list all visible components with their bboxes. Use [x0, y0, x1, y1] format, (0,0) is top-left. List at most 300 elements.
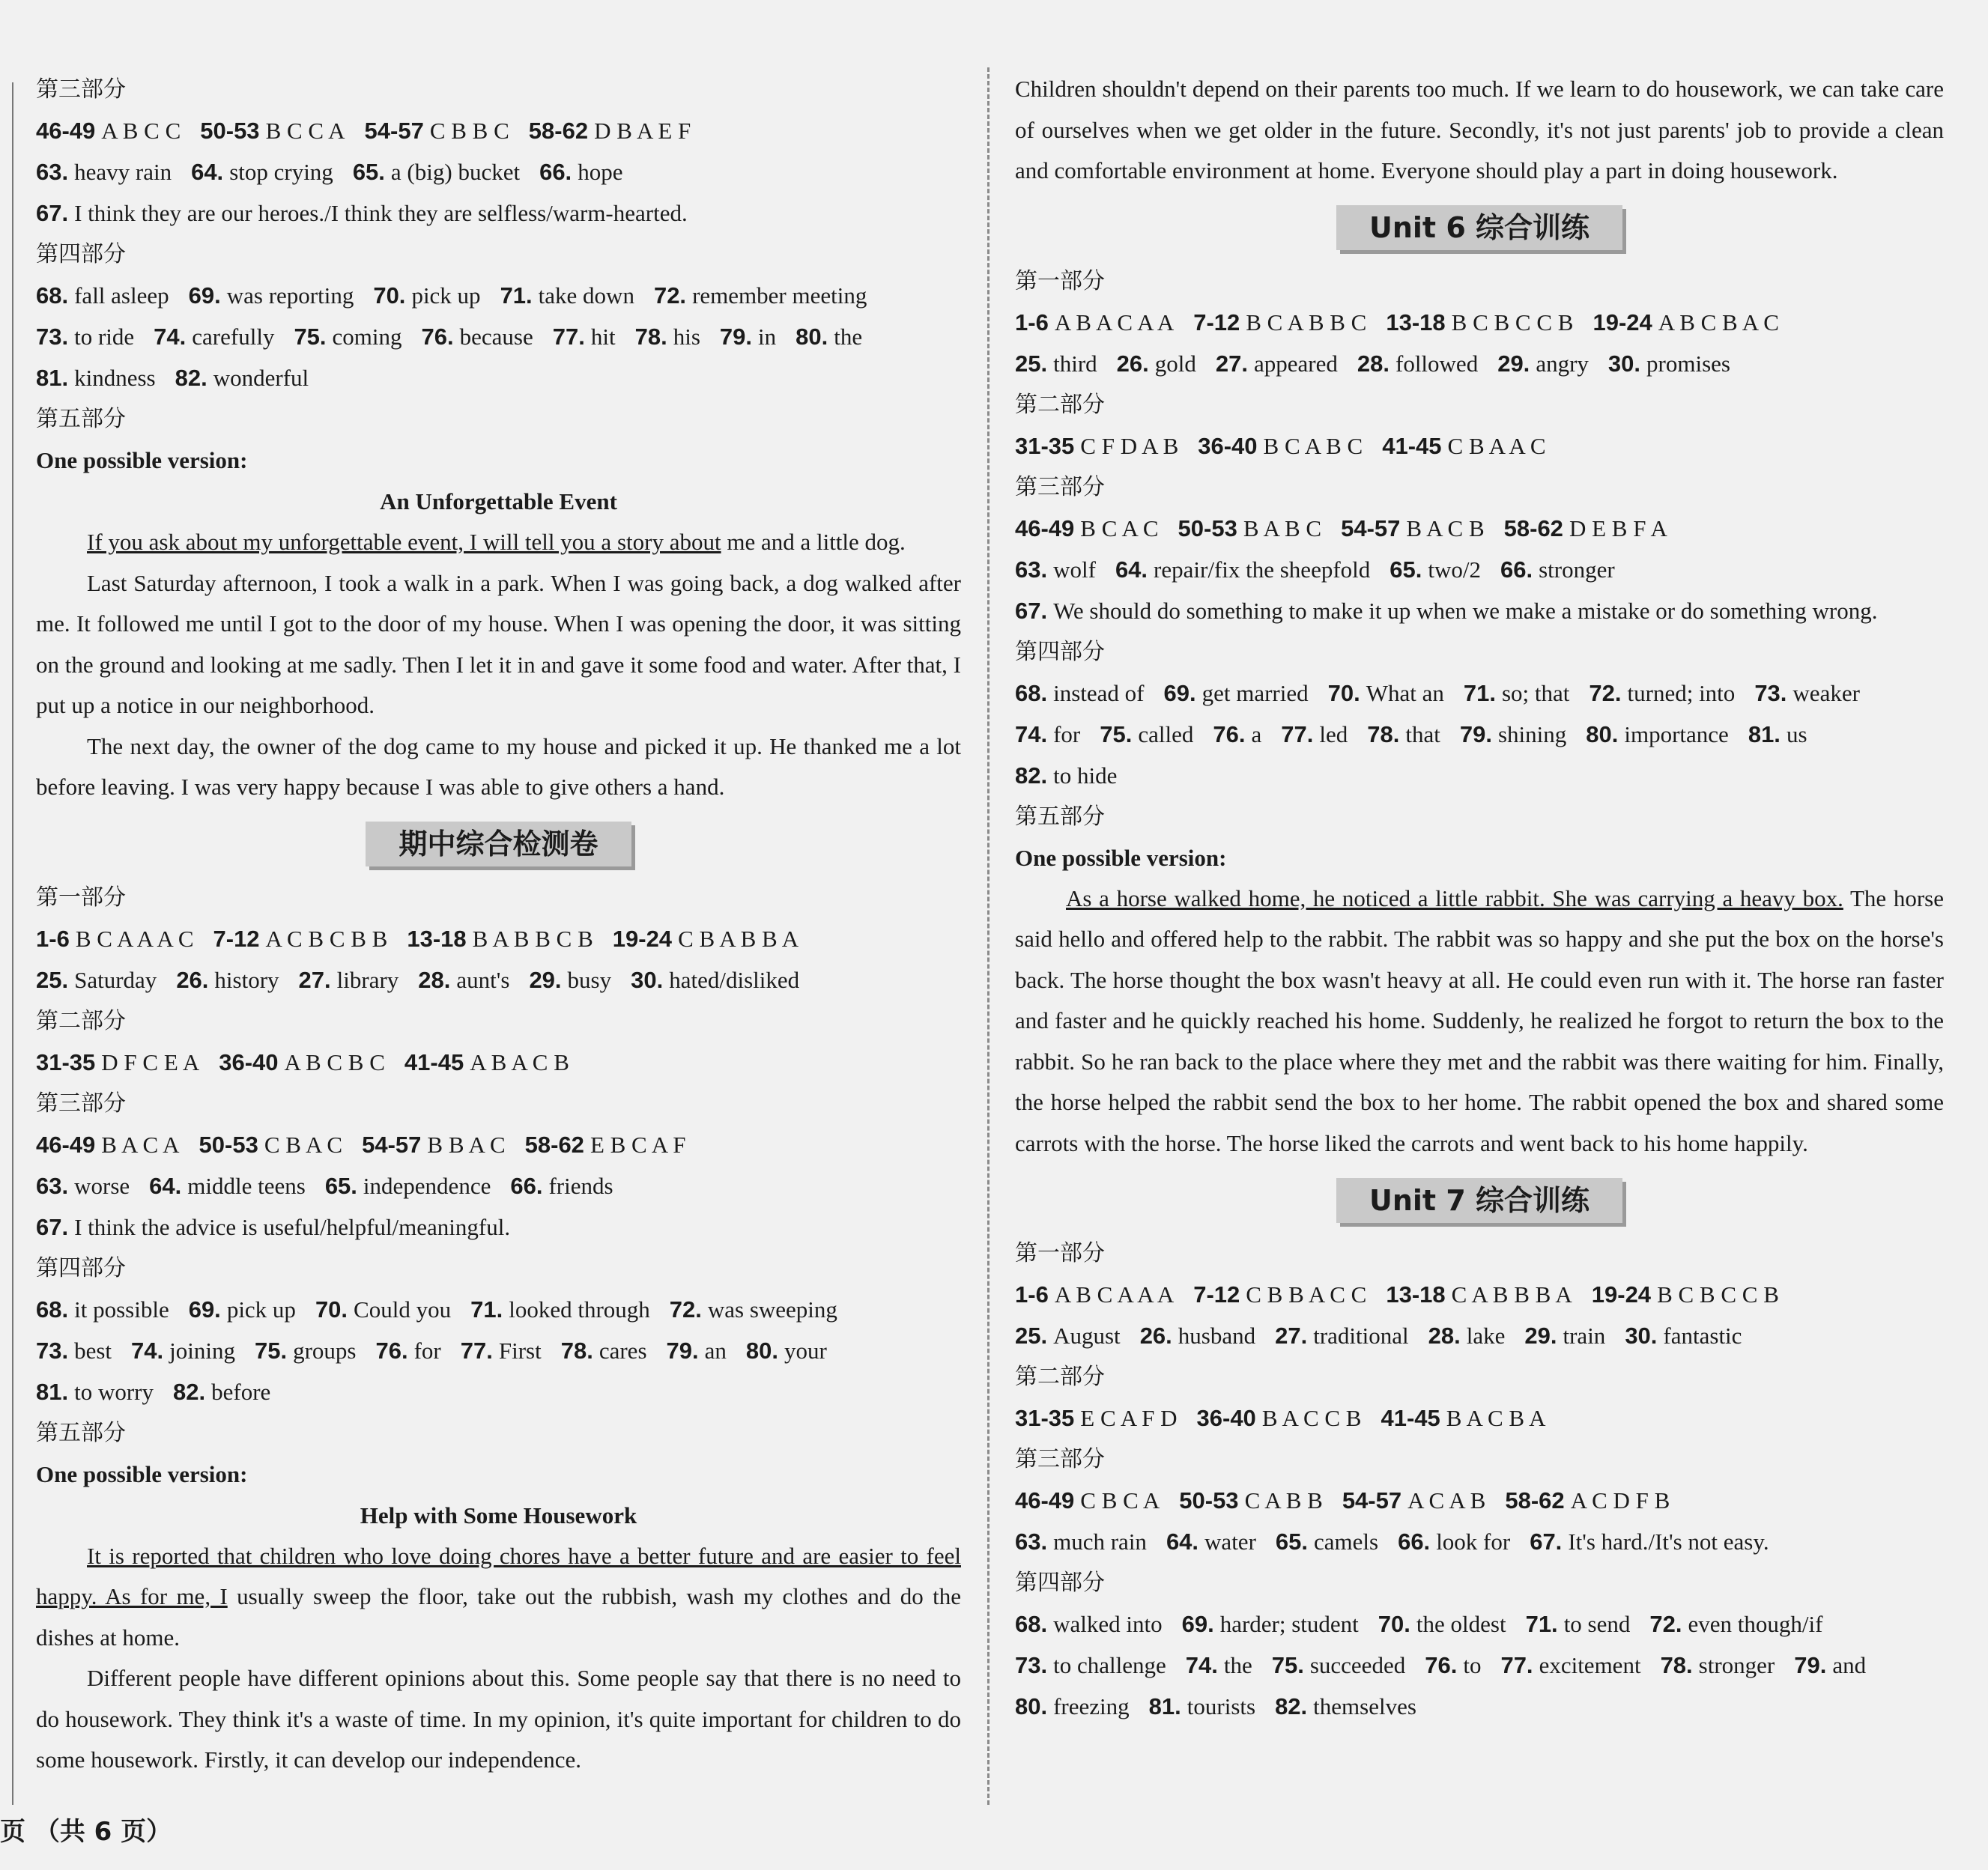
answer-value: harder; student — [1219, 1611, 1359, 1637]
answer-item — [1589, 680, 1735, 706]
answer-item — [1179, 1487, 1323, 1514]
answer-value: A B C B A C — [1658, 309, 1779, 336]
answer-item — [1592, 309, 1778, 336]
answer-item — [219, 1049, 385, 1075]
question-number: 68. — [1015, 1611, 1048, 1637]
underlined-text: It is reported that children who love doing chores have a better future and are easier to feel happy. As for me, I — [36, 1542, 961, 1609]
answer-value: hope — [578, 159, 623, 185]
question-number: 26. — [1116, 350, 1149, 377]
answer-value: groups — [293, 1337, 357, 1364]
answer-value: hated/disliked — [669, 966, 800, 993]
answer-item — [36, 967, 157, 993]
answer-item — [613, 926, 798, 952]
question-number: 13-18 — [1386, 1281, 1446, 1308]
question-number: 50-53 — [1178, 514, 1237, 541]
answer-item — [175, 365, 309, 391]
question-number: 58-62 — [528, 118, 589, 144]
answer-value: A B C B C — [284, 1048, 385, 1075]
answer-value: led — [1319, 720, 1348, 747]
answer-item — [1015, 1529, 1147, 1555]
answer-value: to hide — [1053, 762, 1118, 789]
answer-item — [1197, 1405, 1362, 1431]
answer-value: middle teens — [187, 1172, 306, 1199]
answer-value: was reporting — [226, 282, 354, 309]
answer-item — [213, 926, 388, 952]
answer-item — [36, 1173, 130, 1199]
question-number: 74. — [1185, 1652, 1218, 1678]
answer-row — [1015, 1686, 1944, 1727]
answer-value: take down — [538, 282, 634, 309]
answer-value: C B A C — [264, 1131, 343, 1158]
version-label: One possible version: — [36, 447, 248, 473]
answer-item — [1460, 721, 1566, 747]
answer-item — [36, 1214, 510, 1240]
question-number: 67. — [36, 200, 69, 226]
answer-item — [36, 1379, 154, 1405]
answer-value: Saturday — [74, 966, 157, 993]
question-number: 70. — [1378, 1611, 1410, 1637]
answer-item — [36, 1049, 199, 1075]
answer-value: was sweeping — [707, 1296, 837, 1323]
essay-paragraph — [36, 1536, 961, 1659]
answer-item — [461, 1338, 542, 1364]
answer-value: and — [1832, 1652, 1867, 1678]
answer-row — [36, 357, 961, 398]
answer-value: D E B F A — [1569, 514, 1667, 541]
answer-item — [418, 967, 509, 993]
question-number: 26. — [1139, 1323, 1172, 1349]
answer-item — [1015, 556, 1096, 583]
answer-value: even though/if — [1688, 1611, 1823, 1637]
question-number: 28. — [1428, 1323, 1461, 1349]
answer-value: appeared — [1254, 350, 1338, 377]
answer-value: importance — [1624, 720, 1729, 747]
answer-item — [191, 159, 333, 185]
answer-item — [1015, 1652, 1166, 1678]
answer-value: that — [1405, 720, 1440, 747]
answer-value: to — [1463, 1652, 1482, 1678]
answer-value: B B A C — [427, 1131, 506, 1158]
answer-item — [1367, 721, 1440, 747]
answer-value: us — [1786, 720, 1807, 747]
question-number: 30. — [631, 966, 664, 993]
answer-item — [36, 118, 181, 144]
answer-value: B C B C C B — [1657, 1281, 1779, 1308]
question-number: 69. — [1181, 1611, 1214, 1637]
answer-value: so; that — [1501, 679, 1570, 706]
essay-paragraph — [36, 726, 961, 808]
question-number: 30. — [1625, 1323, 1658, 1349]
answer-row — [1015, 673, 1944, 714]
question-number: 25. — [1015, 1323, 1048, 1349]
answer-value: A C D F B — [1570, 1487, 1670, 1514]
question-number: 81. — [36, 365, 69, 391]
answer-item — [1530, 1529, 1769, 1555]
question-number: 75. — [255, 1337, 288, 1364]
answer-value: turned; into — [1627, 679, 1736, 706]
question-number: 72. — [653, 282, 687, 309]
question-number: 80. — [1586, 720, 1619, 747]
section-heading: 第四部分 — [1015, 638, 1105, 665]
paragraph-text: usually sweep the floor, take out the rubbish, wash my clothes and do the dishes at home. — [36, 1583, 961, 1651]
question-number: 63. — [36, 1172, 69, 1199]
question-number: 76. — [375, 1337, 408, 1364]
section-banner: 期中综合检测卷 — [366, 822, 631, 866]
paragraph-text: The next day, the owner of the dog came to my house and picked it up. He thanked me a lot before leaving. I was very happy because I was able to give others a hand. — [36, 732, 961, 800]
paragraph-text: The horse said hello and offered help to the rabbit. The rabbit was so happy and she put the box on the horse's back. The horse thought the box wasn't heavy at all. He could even run with it. The horse ran faster and faster and he quickly reached his home. Suddenly, he realized he forgot to return the box to the rabbit. So he ran back to the place where they met and the rabbit was there waiting for him. Finally, the horse helped the rabbit send the box to her home. The rabbit opened the box and shared some carrots with the horse. The horse liked the carrots and went back to his home happily. — [1015, 884, 1944, 1156]
section-heading: 第三部分 — [36, 1090, 126, 1117]
answer-item — [199, 1132, 343, 1158]
answer-value: C B C A — [1080, 1487, 1160, 1514]
answer-item — [1661, 1652, 1775, 1678]
answer-value: C A B B — [1244, 1487, 1323, 1514]
answer-item — [299, 967, 399, 993]
answer-value: because — [459, 324, 533, 350]
answer-value: the — [1223, 1652, 1252, 1678]
question-number: 68. — [1015, 679, 1048, 706]
answer-item — [1425, 1652, 1481, 1678]
answer-item — [1754, 680, 1860, 706]
answer-value: A B A C A A — [1054, 309, 1175, 336]
answer-row — [1015, 755, 1944, 796]
left-column — [36, 69, 961, 1781]
answer-item — [720, 324, 776, 350]
answer-value: I think they are our heroes./I think they are selfless/warm-hearted. — [74, 200, 688, 226]
question-number: 70. — [315, 1296, 348, 1323]
answer-item — [131, 1338, 235, 1364]
answer-item — [1272, 1652, 1405, 1678]
answer-item — [1015, 309, 1174, 336]
answer-item — [149, 1173, 306, 1199]
answer-item — [1216, 350, 1338, 377]
question-number: 29. — [529, 966, 562, 993]
answer-item — [1328, 680, 1444, 706]
question-number: 64. — [191, 159, 224, 185]
question-number: 82. — [1275, 1693, 1308, 1719]
answer-value: worse — [74, 1172, 130, 1199]
question-number: 36-40 — [1196, 1405, 1256, 1431]
answer-value: looked through — [509, 1296, 650, 1323]
answer-item — [404, 1049, 569, 1075]
answer-value: B C A B C — [1263, 432, 1363, 459]
section-banner-wrap — [1015, 192, 1944, 261]
answer-value: his — [673, 324, 700, 350]
answer-item — [1382, 433, 1545, 459]
answer-row — [36, 151, 961, 192]
answer-value: repair/fix the sheepfold — [1154, 556, 1371, 583]
answer-item — [173, 1379, 270, 1405]
answer-value: library — [336, 966, 399, 993]
answer-item — [1015, 1693, 1130, 1719]
question-number: 71. — [470, 1296, 503, 1323]
answer-value: freezing — [1053, 1693, 1130, 1719]
answer-value: D F C E A — [101, 1048, 200, 1075]
section-heading: 第五部分 — [36, 1419, 126, 1446]
answer-value: C B A B B A — [678, 925, 799, 952]
answer-item — [36, 200, 688, 226]
question-number: 82. — [173, 1378, 206, 1405]
answer-value: C B B C — [429, 118, 509, 144]
question-number: 54-57 — [1341, 514, 1401, 541]
answer-item — [1213, 721, 1261, 747]
answer-value: traditional — [1313, 1323, 1409, 1349]
answer-item — [1500, 556, 1615, 583]
answer-item — [1115, 556, 1370, 583]
question-number: 41-45 — [1381, 1405, 1440, 1431]
answer-item — [1015, 1281, 1174, 1308]
question-number: 76. — [1213, 720, 1246, 747]
answer-item — [635, 324, 700, 350]
question-number: 72. — [1649, 1611, 1682, 1637]
answer-item — [1015, 433, 1178, 459]
answer-value: it possible — [74, 1296, 169, 1323]
question-number: 74. — [154, 324, 187, 350]
answer-item — [422, 324, 533, 350]
question-number: 29. — [1497, 350, 1530, 377]
answer-item — [529, 118, 691, 144]
answer-item — [1164, 680, 1309, 706]
question-number: 77. — [1500, 1652, 1533, 1678]
answer-row — [1015, 1315, 1944, 1356]
answer-row — [1015, 302, 1944, 343]
answer-item — [373, 282, 480, 309]
question-number: 19-24 — [1591, 1281, 1652, 1308]
answer-row — [36, 192, 961, 234]
question-number: 80. — [1015, 1693, 1048, 1719]
answer-value: history — [214, 966, 279, 993]
answer-item — [154, 324, 274, 350]
answer-value: to worry — [74, 1378, 154, 1405]
answer-item — [1015, 1611, 1163, 1637]
answer-item — [539, 159, 622, 185]
answer-value: B C A C — [1080, 514, 1159, 541]
answer-item — [36, 282, 169, 309]
question-number: 46-49 — [36, 1131, 96, 1158]
answer-item — [1015, 350, 1097, 377]
answer-item — [1015, 1405, 1178, 1431]
question-number: 65. — [1275, 1529, 1308, 1555]
answer-item — [1398, 1529, 1510, 1555]
question-number: 67. — [1530, 1529, 1563, 1555]
answer-item — [407, 926, 593, 952]
answer-item — [294, 324, 401, 350]
answer-item — [36, 1338, 112, 1364]
question-number: 66. — [1500, 556, 1533, 583]
answer-value: excitement — [1539, 1652, 1641, 1678]
answer-value: lake — [1466, 1323, 1506, 1349]
answer-item — [670, 1296, 837, 1323]
question-number: 71. — [1463, 679, 1496, 706]
section-heading: 第三部分 — [1015, 473, 1105, 500]
question-number: 63. — [1015, 1529, 1048, 1555]
question-number: 58-62 — [524, 1131, 584, 1158]
question-number: 50-53 — [200, 118, 260, 144]
answer-item — [529, 967, 611, 993]
answer-item — [1015, 680, 1145, 706]
answer-item — [1149, 1693, 1255, 1719]
question-number: 73. — [36, 1337, 69, 1364]
answer-value: water — [1204, 1529, 1256, 1555]
question-number: 79. — [719, 324, 753, 350]
answer-value: B A C A — [101, 1131, 180, 1158]
question-number: 75. — [1100, 720, 1133, 747]
answer-item — [36, 926, 194, 952]
answer-item — [1504, 515, 1667, 541]
answer-item — [1178, 515, 1322, 541]
answer-row — [1015, 343, 1944, 384]
answer-value: A B C C — [101, 118, 181, 144]
answer-row — [1015, 714, 1944, 755]
answer-item — [1140, 1323, 1255, 1349]
answer-item — [315, 1296, 451, 1323]
answer-value: First — [498, 1337, 542, 1364]
question-number: 46-49 — [1015, 514, 1075, 541]
question-number: 73. — [1015, 1652, 1048, 1678]
answer-row — [36, 316, 961, 357]
answer-item — [470, 1296, 650, 1323]
section-banner: Unit 6 综合训练 — [1336, 205, 1622, 250]
question-number: 80. — [795, 324, 828, 350]
question-number: 65. — [1390, 556, 1422, 583]
answer-value: Could you — [354, 1296, 452, 1323]
answer-value: to send — [1563, 1611, 1631, 1637]
answer-value: busy — [567, 966, 612, 993]
answer-item — [1386, 309, 1573, 336]
answer-value: before — [211, 1378, 271, 1405]
answer-row — [36, 918, 961, 959]
question-number: 36-40 — [219, 1048, 279, 1075]
answer-item — [1275, 1693, 1416, 1719]
page-footer: 页 （共 6 页） — [0, 1817, 172, 1847]
answer-value: B A B C — [1243, 514, 1322, 541]
answer-value: B A C C B — [1261, 1405, 1362, 1431]
answer-item — [667, 1338, 727, 1364]
question-number: 67. — [1015, 597, 1048, 624]
answer-item — [1357, 350, 1478, 377]
question-number: 41-45 — [1382, 432, 1442, 459]
answer-item — [1015, 1323, 1121, 1349]
question-number: 68. — [36, 282, 69, 309]
question-number: 26. — [176, 966, 209, 993]
underlined-text: If you ask about my unforgettable event, I will tell you a story about — [87, 529, 721, 555]
question-number: 30. — [1607, 350, 1641, 377]
answer-item — [1166, 1529, 1256, 1555]
answer-value: A C A B — [1407, 1487, 1486, 1514]
question-number: 77. — [460, 1337, 493, 1364]
essay-paragraph — [36, 1658, 961, 1781]
answer-item — [176, 967, 279, 993]
section-heading: 第四部分 — [36, 1254, 126, 1281]
answer-value: a — [1251, 720, 1262, 747]
question-number: 7-12 — [1193, 1281, 1240, 1308]
question-number: 25. — [1015, 350, 1048, 377]
answer-value: stronger — [1539, 556, 1615, 583]
answer-item — [1381, 1405, 1546, 1431]
answer-value: pick up — [226, 1296, 296, 1323]
question-number: 81. — [36, 1378, 69, 1405]
answer-value: an — [704, 1337, 727, 1364]
answer-item — [1386, 1281, 1572, 1308]
section-banner-wrap — [1015, 1164, 1944, 1233]
answer-value: best — [74, 1337, 112, 1364]
answer-value: stronger — [1698, 1652, 1775, 1678]
answer-row — [36, 1042, 961, 1083]
question-number: 79. — [1459, 720, 1492, 747]
answer-value: B C A A A C — [75, 925, 194, 952]
answer-value: E C A F D — [1080, 1405, 1178, 1431]
answer-value: I think the advice is useful/helpful/meaningful. — [74, 1213, 511, 1240]
question-number: 31-35 — [1015, 432, 1075, 459]
question-number: 46-49 — [1015, 1487, 1075, 1514]
answer-item — [1015, 762, 1117, 789]
answer-item — [1281, 721, 1348, 747]
answer-item — [525, 1132, 686, 1158]
answer-item — [510, 1173, 613, 1199]
question-number: 63. — [1015, 556, 1048, 583]
answer-item — [1015, 1487, 1160, 1514]
question-number: 7-12 — [213, 925, 260, 952]
answer-value: pick up — [411, 282, 481, 309]
answer-value: kindness — [74, 365, 156, 391]
essay-title: Help with Some Housework — [360, 1502, 637, 1529]
question-number: 54-57 — [362, 1131, 422, 1158]
question-number: 58-62 — [1503, 514, 1563, 541]
question-number: 27. — [1275, 1323, 1308, 1349]
answer-row — [36, 1124, 961, 1165]
answer-item — [1100, 721, 1193, 747]
answer-item — [1625, 1323, 1742, 1349]
answer-row — [1015, 1480, 1944, 1521]
section-heading: 第二部分 — [1015, 1364, 1105, 1390]
question-number: 13-18 — [407, 925, 467, 952]
question-number: 36-40 — [1198, 432, 1258, 459]
answer-row — [36, 110, 961, 151]
section-heading: 第五部分 — [1015, 803, 1105, 830]
answer-value: C A B B B A — [1451, 1281, 1572, 1308]
question-number: 72. — [1589, 679, 1622, 706]
answer-value: D B A E F — [594, 118, 691, 144]
answer-row — [1015, 590, 1944, 631]
version-label: One possible version: — [36, 1460, 248, 1487]
question-number: 67. — [36, 1213, 69, 1240]
question-number: 64. — [1115, 556, 1148, 583]
underlined-text: As a horse walked home, he noticed a little rabbit. She was carrying a heavy box. — [1066, 884, 1843, 911]
question-number: 81. — [1748, 720, 1781, 747]
question-number: 69. — [1163, 679, 1196, 706]
answer-item — [1186, 1652, 1252, 1678]
section-heading: 第四部分 — [1015, 1570, 1105, 1596]
answer-item — [1464, 680, 1570, 706]
question-number: 41-45 — [404, 1048, 464, 1075]
question-number: 64. — [1166, 1529, 1199, 1555]
answer-item — [1649, 1611, 1822, 1637]
answer-value: A B A C B — [470, 1048, 569, 1075]
answer-value: fall asleep — [74, 282, 169, 309]
paragraph-text: Different people have different opinions about this. Some people say that there is no need to do housework. They think it's a waste of time. In my opinion, it's quite important for children to do some housework. Firstly, it can develop our independence. — [36, 1665, 961, 1773]
answer-value: get married — [1201, 679, 1309, 706]
question-number: 82. — [175, 365, 207, 391]
left-margin-rule — [12, 82, 13, 1805]
section-heading: 第三部分 — [1015, 1446, 1105, 1472]
answer-value: C B B A C C — [1246, 1281, 1367, 1308]
answer-item — [1015, 515, 1159, 541]
question-number: 66. — [510, 1172, 543, 1199]
question-number: 70. — [373, 282, 406, 309]
question-number: 65. — [352, 159, 385, 185]
section-banner: Unit 7 综合训练 — [1336, 1178, 1622, 1223]
question-number: 69. — [188, 1296, 221, 1323]
answer-value: gold — [1154, 350, 1196, 377]
